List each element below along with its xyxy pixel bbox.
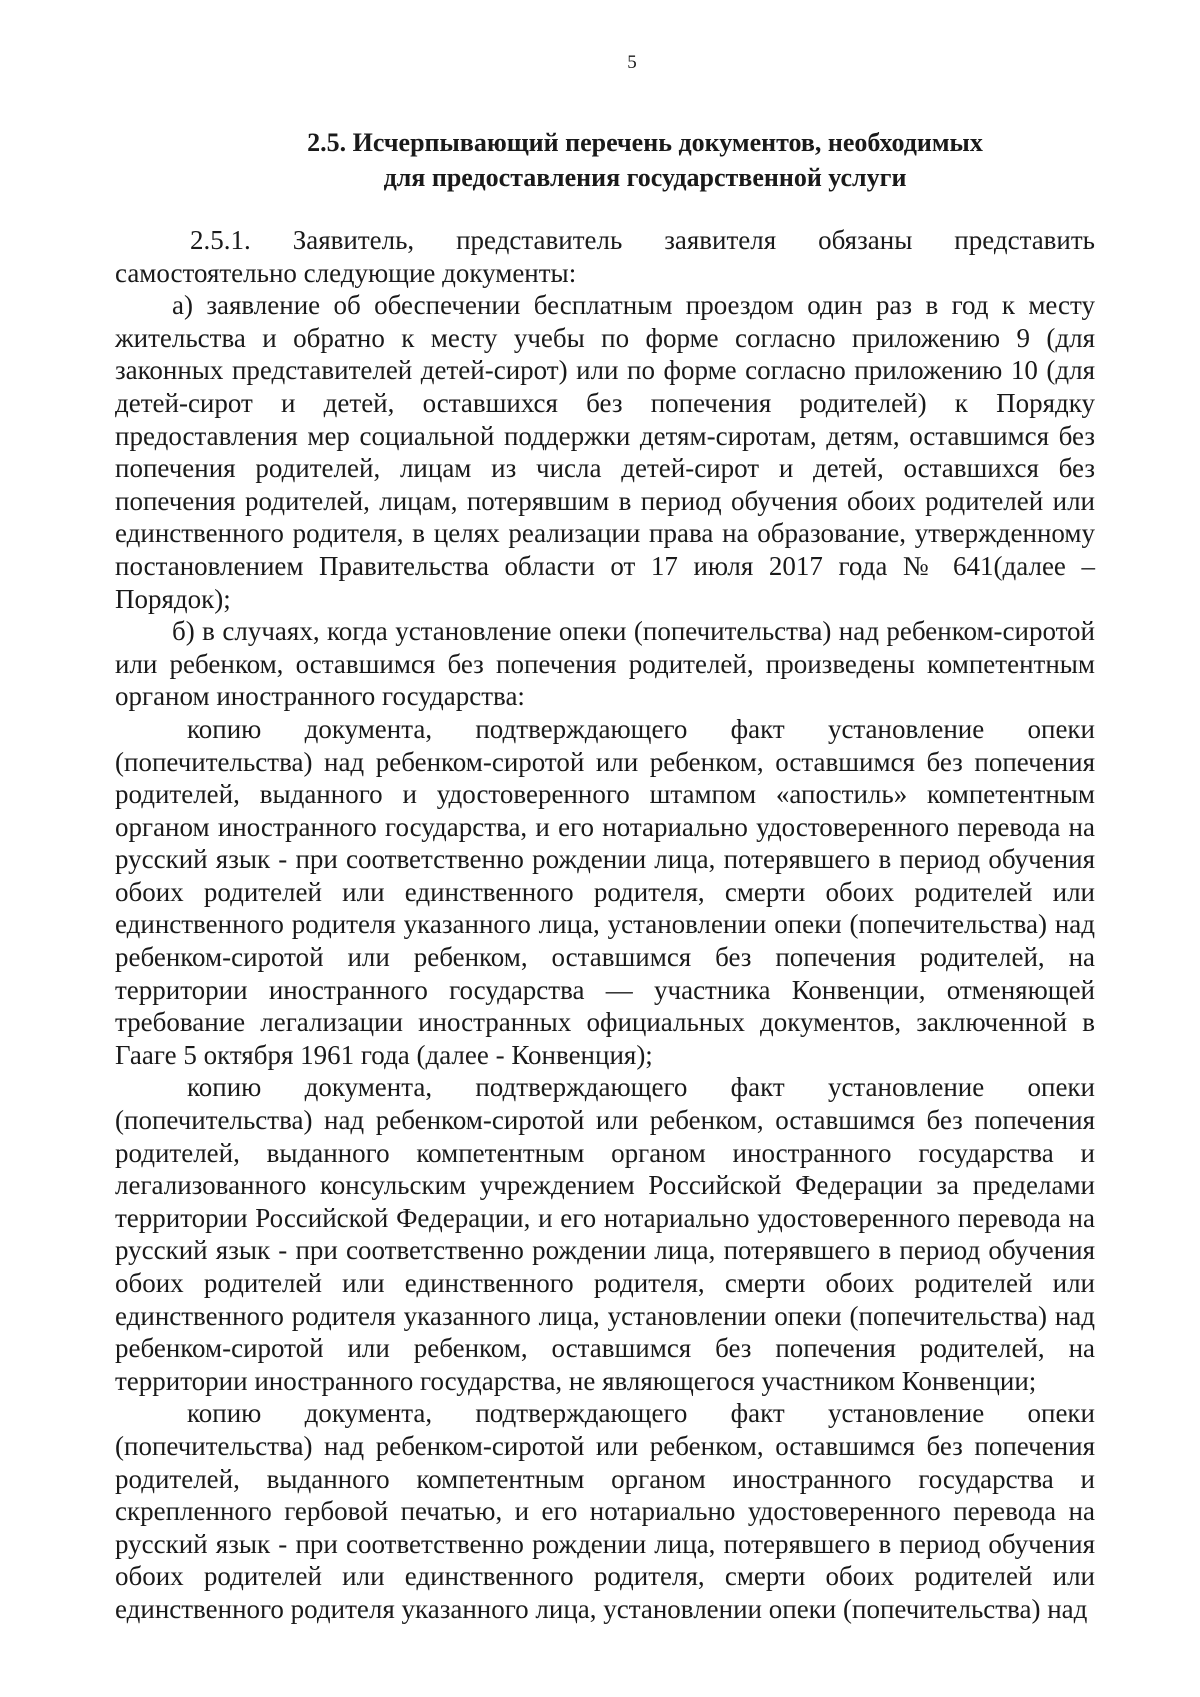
page-number: 5 [627,52,637,73]
document-body [115,224,1095,1626]
section-heading-line-2: для предоставления государственной услуги [383,163,907,192]
paragraph-item-b: б) в случаях, когда установление опеки (попечительства) над ребенком-сиротой или ребенком, оставшимся без попечения родителей, произведены компетентным органом иностранного государства: [115,616,1095,712]
paragraph-consular-copy: копию документа, подтверждающего факт установление опеки (попечительства) над ребенком-сиротой или ребенком, оставшимся без попечения родителей, выданного компетентным органом иностранного государства и легализованного консульским учреждением Российской Федерации за пределами территории Российской Федерации, и его нотариально удостоверенного перевода на русский язык - при соответственно рождении лица, потерявшего в период обучения обоих родителей или единственного родителя, смерти обоих родителей или единственного родителя указанного лица, установлении опеки (попечительства) над ребенком-сиротой или ребенком, оставшимся без попечения родителей, на территории иностранного государства, не являющегося участником Конвенции; [115,1072,1095,1396]
paragraph-2-5-1: 2.5.1. Заявитель, представитель заявителя обязаны представить самостоятельно следующие документы: [115,225,1095,288]
paragraph-seal-copy: копию документа, подтверждающего факт установление опеки (попечительства) над ребенком-сиротой или ребенком, оставшимся без попечения родителей, выданного компетентным органом иностранного государства и скрепленного гербовой печатью, и его нотариально удостоверенного перевода на русский язык - при соответственно рождении лица, потерявшего в период обучения обоих родителей или единственного родителя, смерти обоих родителей или единственного родителя указанного лица, установлении опеки (попечительства) над [115,1398,1095,1624]
paragraph-item-a: а) заявление об обеспечении бесплатным проездом один раз в год к месту жительства и обратно к месту учебы по форме согласно приложению 9 (для законных представителей детей-сирот) или по форме согласно приложению 10 (для детей-сирот и детей, оставшихся без попечения родителей) к Порядку предоставления мер социальной поддержки детям-сиротам, детям, оставшимся без попечения родителей, лицам из числа детей-сирот и детей, оставшихся без попечения родителей, лицам, потерявшим в период обучения обоих родителей или единственного родителя, в целях реализации права на образование, утвержденному постановлением Правительства области от 17 июля 2017 года № 641(далее – Порядок); [115,290,1095,614]
section-heading-line-1: 2.5. Исчерпывающий перечень документов, необходимых [307,128,983,157]
section-heading [155,125,1135,195]
paragraph-apostille-copy: копию документа, подтверждающего факт установление опеки (попечительства) над ребенком-сиротой или ребенком, оставшимся без попечения родителей, выданного и удостоверенного штампом «апостиль» компетентным органом иностранного государства, и его нотариально удостоверенного перевода на русский язык - при соответственно рождении лица, потерявшего в период обучения обоих родителей или единственного родителя, смерти обоих родителей или единственного родителя указанного лица, установлении опеки (попечительства) над ребенком-сиротой или ребенком, оставшимся без попечения родителей, на территории иностранного государства — участника Конвенции, отменяющей требование легализации иностранных официальных документов, заключенной в Гааге 5 октября 1961 года (далее - Конвенция); [115,713,1095,1070]
